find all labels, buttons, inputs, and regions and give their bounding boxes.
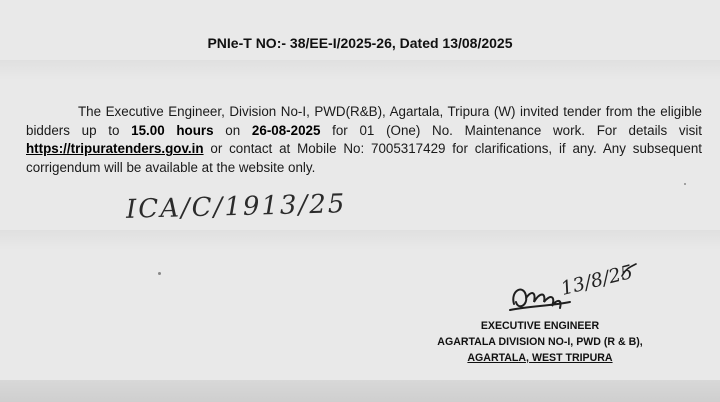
notice-body bbox=[26, 103, 702, 177]
notice-header: PNIe-T NO:- 38/EE-I/2025-26, Dated 13/08/2025 bbox=[207, 35, 513, 51]
signature-date: 13/8/25 bbox=[558, 260, 636, 300]
scan-edge bbox=[0, 380, 720, 402]
signatory-office: AGARTALA DIVISION NO-I, PWD (R & B), bbox=[437, 336, 643, 348]
body-text-part: The Executive Engineer, Division No-I, PWD(R&B), Agartala, Tripura (W) invited tender from the eligible bidders up to bbox=[26, 104, 702, 138]
signatory-block bbox=[390, 318, 690, 366]
body-text-part: on bbox=[213, 122, 252, 138]
scan-speck bbox=[158, 272, 161, 275]
scan-artifact bbox=[0, 60, 720, 80]
deadline-date: 26-08-2025 bbox=[251, 122, 321, 138]
scan-speck bbox=[684, 183, 686, 185]
handwritten-memo-number: ICA/C/1913/25 bbox=[125, 189, 347, 225]
signatory-location: AGARTALA, WEST TRIPURA bbox=[467, 352, 613, 364]
scan-artifact bbox=[0, 230, 720, 250]
body-text-part: or contact at Mobile No: 7005317429 for clarifications, if any. Any subsequent corrigendum will be available at the website only. bbox=[26, 141, 702, 175]
deadline-time: 15.00 hours bbox=[131, 122, 214, 138]
tender-website-link[interactable]: https://tripuratenders.gov.in bbox=[26, 141, 204, 157]
body-text-part: for 01 (One) No. Maintenance work. For details visit bbox=[320, 122, 702, 138]
signatory-designation: EXECUTIVE ENGINEER bbox=[480, 320, 600, 332]
